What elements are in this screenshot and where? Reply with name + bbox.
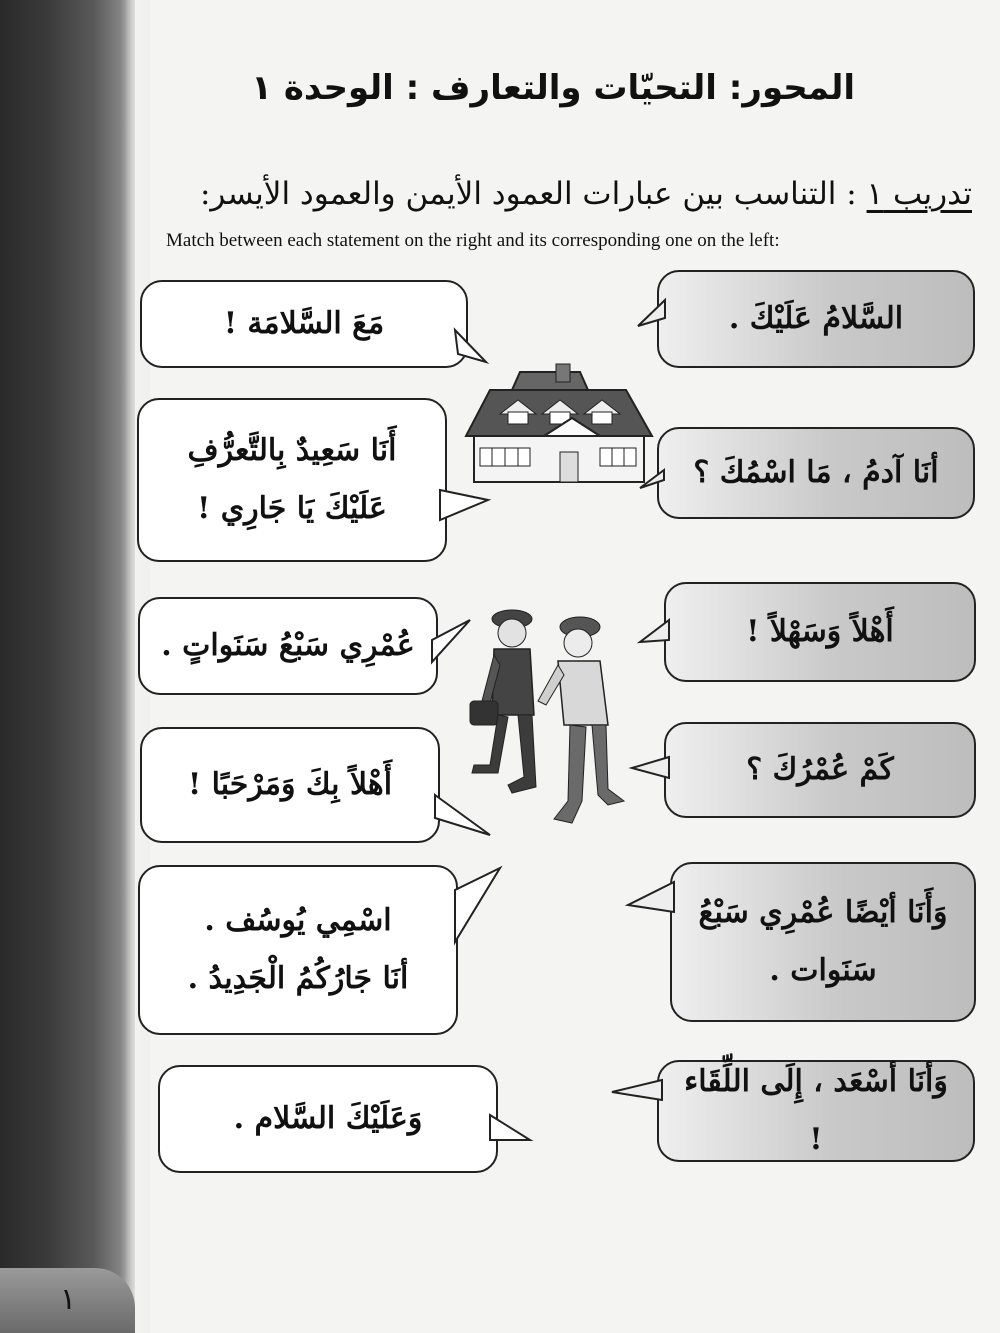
bubble-text: كَمْ عُمْرُكَ ؟ — [746, 752, 894, 787]
tail-left-5 — [455, 868, 500, 942]
bubble-text-line-2: سَنَوات . — [769, 953, 877, 988]
tail-left-3 — [432, 620, 470, 662]
bubble-text: أَهْلاً بِكَ وَمَرْحَبًا ! — [187, 767, 393, 802]
bubble-text: السَّلامُ عَلَيْكَ . — [728, 301, 904, 336]
tail-left-6 — [490, 1115, 530, 1140]
bubble-text-line-2: أنَا جَارُكُمُ الْجَدِيدُ . — [187, 961, 409, 996]
page-number: ١ — [60, 1282, 77, 1317]
bubble-text: عُمْرِي سَبْعُ سَنَواتٍ . — [161, 628, 415, 663]
bubble-text: وَأنَا أسْعَد ، إِلَى اللِّقَاء ! — [684, 1064, 948, 1157]
exercise-label: تدريب ١ — [866, 176, 972, 212]
tail-right-5 — [628, 882, 674, 912]
exercise-text: : التناسب بين عبارات العمود الأيمن والعمود الأيسر: — [199, 176, 867, 212]
bubble-text: أنَا آدمُ ، مَا اسْمُكَ ؟ — [693, 455, 939, 490]
bubble-text-line-1: وَأَنَا أيْضًا عُمْرِي سَبْعُ — [698, 895, 948, 930]
bubble-text-line-1: أَنَا سَعِيدٌ بِالتَّعرُّفِ — [187, 433, 397, 468]
bubble-text: وَعَلَيْكَ السَّلام . — [233, 1101, 423, 1136]
bubble-text: مَعَ السَّلامَة ! — [223, 306, 385, 341]
boys-walking-illustration — [468, 605, 633, 835]
bubble-text-line-1: اسْمِي يُوسُف . — [204, 903, 392, 938]
tail-right-4 — [632, 757, 669, 778]
tail-right-1 — [638, 300, 665, 326]
tail-right-6 — [612, 1080, 662, 1100]
bubble-text: أَهْلاً وَسَهْلاً ! — [746, 614, 894, 649]
page-title: المحور: التحيّات والتعارف : الوحدة ١ — [251, 68, 855, 108]
tail-left-1 — [455, 330, 486, 362]
instruction-text: Match between each statement on the right and its corresponding one on the left: — [166, 230, 780, 251]
tail-left-2 — [440, 490, 488, 520]
bubble-text-line-2: عَلَيْكَ يَا جَارِي ! — [197, 491, 387, 526]
tail-right-3 — [640, 620, 669, 642]
house-illustration — [460, 360, 656, 486]
